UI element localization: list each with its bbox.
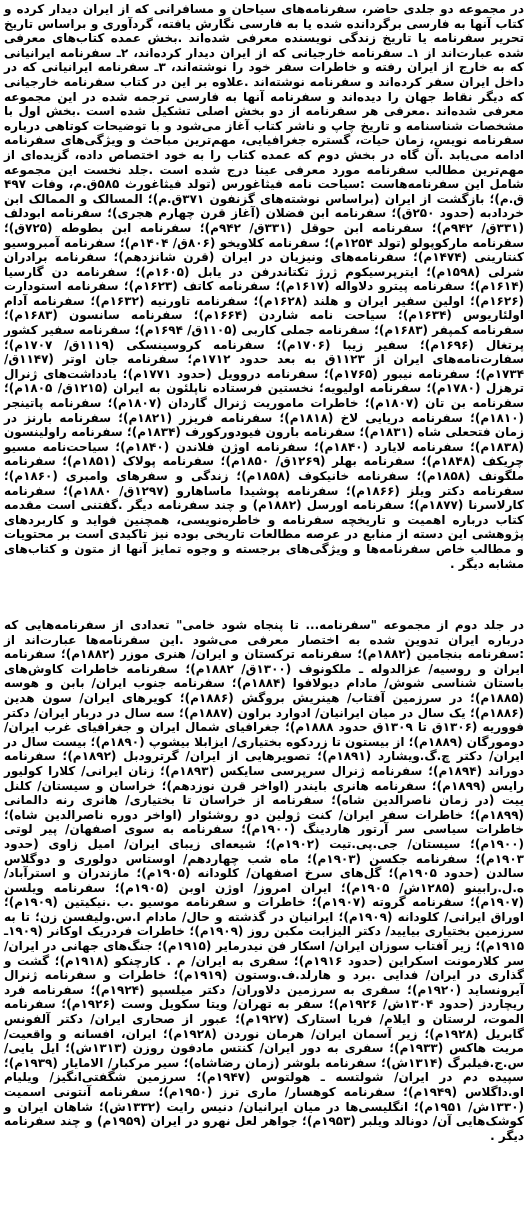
paragraph-volume-two: در جلد دوم از مجموعه "سفرنامه... تا پنجاه شود خامی" تعدادی از سفرنامه‌هایی که درباره ایران تدوین شده به اختصار معرفی می‌شود .این سفرنامه‌ها عبارت‌اند از :سفرنامه بنجامین (۱۸۸۲م)؛ سفرنامه ترکستان و ایران/ هنری موزر (۱۸۸۲م)؛ سفرنامه ایران و روسیه/ عزالدوله ـ ملکونوف (۱۳۰۰ق/ ۱۸۸۲م)؛ سفرنامه خاطرات کاوش‌های باستان شناسی شوش/ مادام دیولافوا (۱۸۸۴م)؛ سفرنامه جنوب ایران/ بابن و هوسه (۱۸۸۵م)؛ در سرزمین آفتاب/ هینریش بروگش (۱۸۸۶م)؛ کویرهای ایران/ سون هدین (۱۸۸۶م)؛ یک سال در میان ایرانیان/ ادوارد براون (۱۸۸۷م)؛ سه سال در دربار ایران/ دکتر فووریه (۱۳۰۶ق تا ۱۳۰۹ق حدود ۱۸۸۸م)؛ جغرافیای شمال ایران و جغرافیای غرب ایران/ دومورگان (۱۸۸۹م)؛ از بیستون تا زردکوه بختیاری/ ایزابلا بیشوپ (۱۸۹۰م)؛ بیست سال در ایران/ دکتر چ.گ.ویشارد (۱۸۹۱م)؛ تصویرهایی از ایران/ گرترودبل (۱۸۹۲م)؛ سفرنامه دوراند (۱۸۹۴م)؛ سفرنامه ژنرال سرپرسی سایکس (۱۸۹۳م)؛ زنان ایرانی/ کلارا کولیور رایس (۱۸۹۹م)؛ سفرنامه هانری بایندر (اواخر قرن نوزدهم)؛ خراسان و سیستان/ کلنل ییت (در زمان ناصرالدین شاه)؛ سفرنامه از خراسان تا بختیاری/ هانری رنه دالمانی (۱۸۹۹م)؛ خاطرات سفر ایران/ کنت ژولین دو روشئوار (اواخر دوره ناصرالدین شاه)؛ خاطرات سیاسی سر آرتور هاردینگ (۱۹۰۰م)؛ سفرنامه به سوی اصفهان/ پیر لوتی (۱۹۰۰م)؛ سیستان/ جی.پی.تیت (۱۹۰۲م)؛ شیعه‌ای زیبای ایران/ امیل زاوی (حدود ۱۹۰۳م)؛ سفرنامه جکسن (۱۹۰۳م)؛ ماه شب چهاردهم/ اوستاس دولوری و دوگلاس سالدن (حدود ۱۹۰۵م)؛ گل‌های سرخ اصفهان/ کلودانه (۱۹۰۵م)؛ مازندران و استرآباد/ ه.ل.رابینو (۱۲۸۵ش/ ۱۹۰۵م)؛ ایران امروز/ اوژن اوبن (۱۹۰۵م)؛ سفرنامه ویلسن (۱۹۰۷م)؛ سفرنامه گروته (۱۹۰۷م)؛ خاطرات و سفرنامه موسیو .ب .نیکیتین (۱۹۰۹م)؛ اوراق ایرانی/ کلودانه (۱۹۰۹م)؛ ایرانیان در گذشته و حال/ مادام ا.س.ولیفسن زن؛ تا به سرزمین بختیاری بیایید/ دکتر الیزابت مکبن روز (۱۹۰۹م)؛ خاطرات فردریک اوکانر (۱۹۰۹ـ ۱۹۱۵م)؛ زیر آفتاب سوزان ایران/ اسکار فن نیدرمایر (۱۹۱۵م)؛ جنگ‌های جهانی در ایران/ سر کلارمونت اسکراین (حدود ۱۹۱۶م)؛ سفری به ایران/ م . کارچنکو (۱۹۱۸م)؛ گشت و گذاری در ایران/ فدایی .برد و هارلد.ف.وستون (۱۹۱۹م)؛ خاطرات و سفرنامه ژنرال آیرونساید (۱۹۲۰م)؛ سفری به سرزمین دلاوران/ دکتر میلسپو (۱۹۲۴م)؛ سفرنامه فرد ریچاردز (حدود ۱۳۰۴ش/ ۱۹۲۶م)؛ سفر به تهران/ ویتا سکویل وست (۱۹۲۶م)؛ سفرنامه الموت، لرستان و ایلام/ فریا استارک (۱۹۲۷م)؛ عبور از صحاری ایران/ دکتر آلفونس گابریل (۱۹۲۸م)؛ زیر آسمان ایران/ هرمان نوردن (۱۹۲۸م)؛ ایران، افسانه و واقعیت/ مریت هاکس (۱۹۳۳م)؛ سفری به دور ایران/ کنتس مادفون روزن (۱۳۱۳ش)؛ ایل یایی/ س.ج.فیلبرگ (۱۳۱۴ش)؛ سفرنامه بلوشر (زمان رضاشاه)؛ سیر مرکبار/ الامایار (۱۹۳۹م)؛ سپیده دم در ایران/ شولتسه ـ هولتوس (۱۹۴۷م)؛ سرزمین شگفتی‌انگیز/ ویلیام او.داگلاس (۱۹۴۹م)؛ سفرنامه کوهسار/ ماری ترز (۱۹۵۰م)؛ سفرنامه آنتونی اسمیت (۱۳۳۰ش/ ۱۹۵۱م)؛ انگلیسی‌ها در میان ایرانیان/ دنیس رایت (۱۳۳۲ش)؛ شاهان ایران و کوشک‌هایی آن/ دونالد ویلبر (۱۹۵۳م)؛ جواهر لعل نهرو در ایران (۱۹۵۹م) و چند سفرنامه دیگر . (4, 618, 525, 1143)
paragraph-volume-one: در مجموعه دو جلدی حاضر، سفرنامه‌های سیاحان و مسافرانی که از ایران دیدار کرده و کتاب آنها به فارسی برگردانده شده یا به فارسی نگارش یافته، گردآوری و براساس تاریخ تحریر سفرنامه یا تاریخ زندگی نویسنده معرفی شده‌اند .بخش عمده کتاب‌های معرفی شده عبارت‌اند از ۱ـ سفرنامه خارجیانی که از ایران دیدار کرده‌اند، ۲ـ سفرنامه ایرانیانی که به خارج از ایران رفته و خاطرات سفر خود را نوشته‌اند، ۳ـ سفرنامه ایرانیانی که در داخل ایران سفر کرده‌اند و سفرنامه نوشته‌اند .علاوه بر این در کتاب سفرنامه خارجیانی که دیگر نقاط جهان را دیده‌اند و سفرنامه آنها به فارسی ترجمه شده در این مجموعه معرفی شده‌اند .معرفی هر سفرنامه از دو بخش اصلی تشکیل شده است .بخش اول با مشخصات شناسنامه و تاریخ چاپ و ناشر کتاب آغاز می‌شود و با توضیحات کوتاهی درباره سفرنامه نویس، زمان حیات، گستره جغرافیایی، مهم‌ترین مباحث و ویژگی‌های سفرنامه ادامه می‌یابد .آن گاه در بخش دوم که عمده کتاب را به خود اختصاص داده، گزیده‌ای از مهم‌ترین مطالب سفرنامه مورد معرفی عینا درج شده است .جلد نخست این مجموعه شامل این سفرنامه‌هاست :سیاحت نامه فیثاغورس (تولد فیثاغورث ۵۸۵ق.م، وفات ۴۹۷ ق.م)؛ بازگشت از ایران (براساس نوشته‌های گزنفون ۳۷۱ق.م)؛ المسالک و الممالک ابن خردادبه (حدود ۲۵۰ق)؛ سفرنامه ابن فضلان (آغاز قرن چهارم هجری)؛ سفرنامه ابودلف (۳۳۱ق/ ۹۴۲م)؛ سفرنامه ابن حوقل (۳۳۱ق/ ۹۴۲م)؛ سفرنامه ابن بطوطه (۷۲۵ق)؛ سفرنامه مارکوپولو (تولد ۱۲۵۴م)؛ سفرنامه کلاویخو (۸۰۶ق/ ۱۴۰۴م)؛ سفرنامه آمبروسیو کنتارینی (۱۴۷۴م)؛ سفرنامه‌های ونیزیان در ایران (قرن شانزدهم)؛ سفرنامه برادران شرلی (۱۵۹۸م)؛ ایترپرسیکوم ژرژ تکتاندرفن در یابل (۱۶۰۵م)؛ سفرنامه دن گارسیا (۱۶۱۴م)؛ سفرنامه پیترو دلاواله (۱۶۱۷م)؛ سفرنامه کاتف (۱۶۲۳م)؛ سفرنامه استودارت (۱۶۲۶م)؛ اولین سفیر ایران و هلند (۱۶۲۸م)؛ سفرنامه تاورنیه (۱۶۳۲م)؛ سفرنامه آدام اولئاریوس (۱۶۳۴م)؛ سیاحت نامه شاردن (۱۶۶۴م)؛ سفرنامه سانسون (۱۶۸۳م)؛ سفرنامه کمپفر (۱۶۸۳م)؛ سفرنامه جملی کاربی (۱۱۰۵ق/ ۱۶۹۴م)؛ سفرنامه سفیر کشور پرتغال (۱۶۹۶م)؛ سفیر زیبا (۱۷۰۶م)؛ سفرنامه کروسینسکی (۱۱۱۹ق/ ۱۷۰۷م)؛ سفارت‌نامه‌های ایران از ۱۱۲۳ق به بعد حدود ۱۷۱۲م؛ سفرنامه جان اوتر (۱۱۴۷ق/ ۱۷۳۴م)؛ سفرنامه نیبور (۱۷۶۵م)؛ سفرنامه دروویل (حدود ۱۷۷۱م)؛ یادداشت‌های ژنرال ترهزل (۱۷۸۰م)؛ سفرنامه اولیویه؛ نخستین فرستاده ناپلئون به ایران (۱۲۱۵ق/ ۱۸۰۵م)؛ سفرنامه بن تان (۱۸۰۷م)؛ خاطرات ماموریت ژنرال گاردان (۱۸۰۷م)؛ سفرنامه پاتینجر (۱۸۱۰م)؛ سفرنامه دریایی لاخ (۱۸۱۸م)؛ سفرنامه فریزر (۱۸۲۱م)؛ سفرنامه بارنز در زمان فتحعلی شاه (۱۸۳۱م)؛ سفرنامه بارون فیودورکورف (۱۸۳۴م)؛ سفرنامه راولینسون (۱۸۳۸م)؛ سفرنامه لایارد (۱۸۴۰م)؛ سفرنامه اوژن فلاندن (۱۸۴۰م)؛ سیاحت‌نامه مسیو چریکف (۱۸۴۸م)؛ سفرنامه بهلر (۱۲۶۹ق/ ۱۸۵۰م)؛ سفرنامه پولاک (۱۸۵۱م)؛ سفرنامه ملگونف (۱۸۵۸م)؛ سفرنامه خانیکوف (۱۸۵۸م)؛ زندگی و سفرهای وامبری (۱۸۶۰م)؛ سفرنامه دکتر ویلز (۱۸۶۶م)؛ سفرنامه پوشیدا ماساهارو (۱۲۹۷ق/ ۱۸۸۰م)؛ سفرنامه کارلاسرنا (۱۸۷۷م)؛ سفرنامه اورسل (۱۸۸۲م) و چند سفرنامه دیگر .گفتنی است مقدمه کتاب درباره اهمیت و تاریخچه سفرنامه و خاطره‌نویسی، همچنین فواید و کاربردهای پژوهشی این دسته از منابع در عرصه مطالعات تاریخی بوده نیز تاکیدی است بر محتویات و مطالب خاص سفرنامه‌ها و ویژگی‌های برجسته و وجوه تمایز آنها از متون و کتاب‌های مشابه دیگر . (4, 2, 525, 571)
